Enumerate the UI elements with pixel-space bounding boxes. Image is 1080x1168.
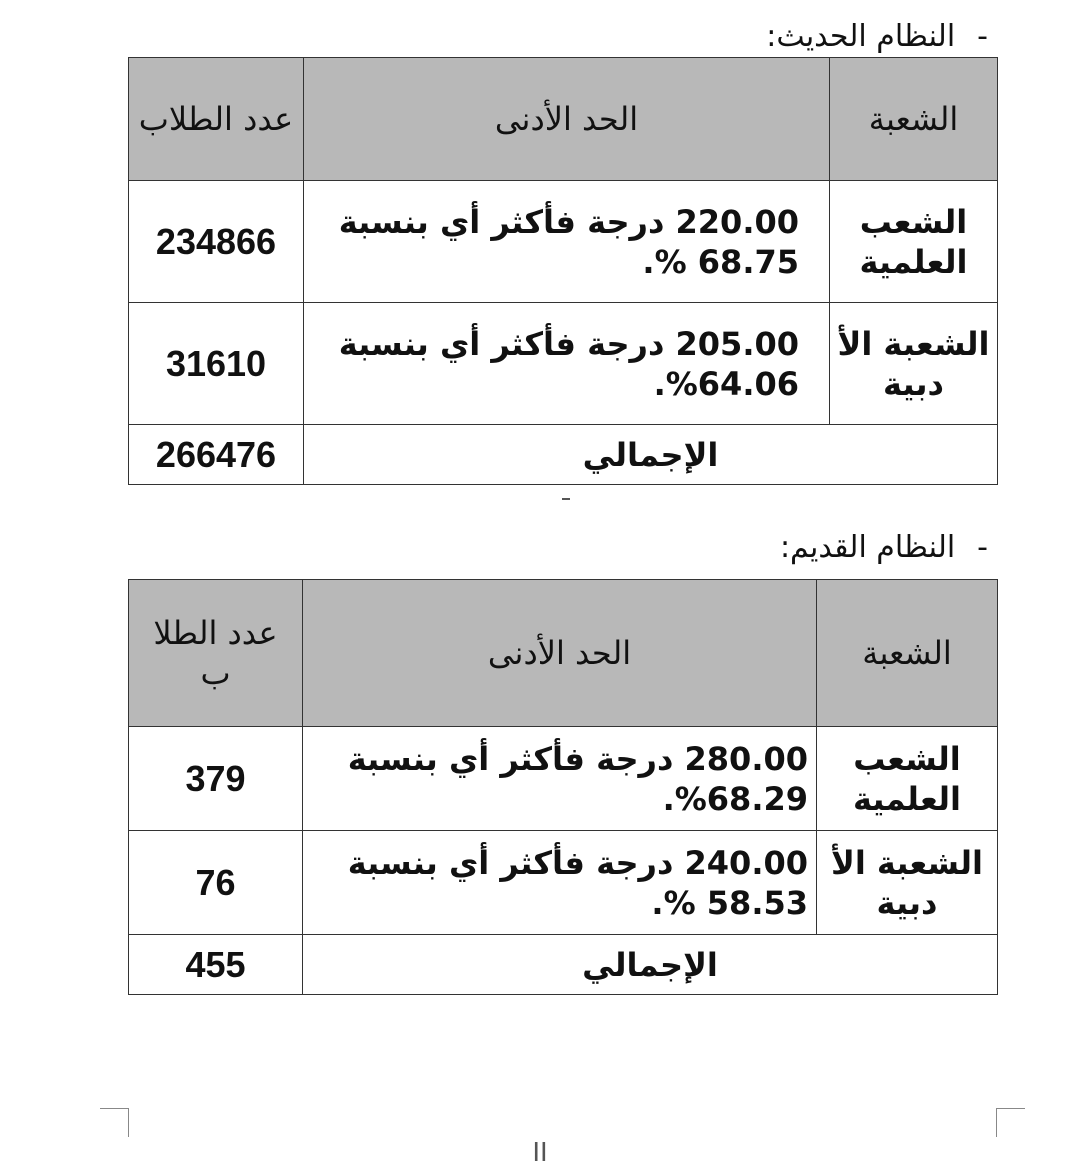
header-branch: الشعبة bbox=[830, 58, 998, 181]
minimum-line: 280.00 درجة فأكثر أي بنسبة bbox=[347, 739, 808, 778]
heading-bullet: - bbox=[977, 530, 988, 565]
branch-line: دبية bbox=[876, 883, 938, 922]
page-number: II bbox=[532, 1138, 548, 1168]
minimum-line: 68.75 %. bbox=[642, 242, 799, 281]
table-row bbox=[129, 303, 998, 425]
total-row bbox=[129, 935, 998, 995]
total-label: الإجمالي bbox=[303, 935, 998, 995]
minimum-line: %68.29. bbox=[662, 779, 808, 818]
table-row bbox=[129, 727, 998, 831]
page-corner-mark-right bbox=[996, 1108, 1025, 1137]
total-row bbox=[129, 425, 998, 485]
minimum-line: 205.00 درجة فأكثر أي بنسبة bbox=[338, 324, 799, 363]
branch-line: الشعبة الأ bbox=[837, 324, 990, 363]
heading-text: النظام الحديث: bbox=[766, 19, 956, 54]
header-minimum: الحد الأدنى bbox=[304, 58, 830, 181]
branch-line: العلمية bbox=[859, 242, 968, 281]
header-minimum: الحد الأدنى bbox=[303, 580, 817, 727]
header-students-line: ب bbox=[200, 654, 231, 692]
branch-cell bbox=[830, 181, 998, 303]
branch-line: الشعب bbox=[853, 739, 961, 778]
branch-cell bbox=[830, 303, 998, 425]
minimum-cell bbox=[304, 181, 830, 303]
minimum-line: %64.06. bbox=[653, 364, 799, 403]
students-cell: 234866 bbox=[129, 181, 304, 303]
modern-system-heading bbox=[766, 19, 988, 54]
table-row bbox=[129, 831, 998, 935]
separator-mark bbox=[562, 498, 570, 500]
total-value: 266476 bbox=[129, 425, 304, 485]
students-cell: 379 bbox=[129, 727, 303, 831]
minimum-cell bbox=[303, 831, 817, 935]
minimum-cell bbox=[304, 303, 830, 425]
students-cell: 76 bbox=[129, 831, 303, 935]
students-cell: 31610 bbox=[129, 303, 304, 425]
branch-cell bbox=[817, 831, 998, 935]
total-value: 455 bbox=[129, 935, 303, 995]
minimum-line: 240.00 درجة فأكثر أي بنسبة bbox=[347, 843, 808, 882]
modern-system-table bbox=[128, 57, 998, 485]
header-branch: الشعبة bbox=[817, 580, 998, 727]
table-header-row bbox=[129, 580, 998, 727]
minimum-line: 220.00 درجة فأكثر أي بنسبة bbox=[338, 202, 799, 241]
old-system-table bbox=[128, 579, 998, 995]
branch-line: الشعب bbox=[859, 202, 968, 241]
table-header-row bbox=[129, 58, 998, 181]
total-label: الإجمالي bbox=[304, 425, 998, 485]
branch-line: الشعبة الأ bbox=[830, 843, 983, 882]
minimum-line: 58.53 %. bbox=[651, 883, 808, 922]
header-students: عدد الطلاب bbox=[129, 58, 304, 181]
header-students bbox=[129, 580, 303, 727]
heading-bullet: - bbox=[977, 19, 988, 54]
heading-text: النظام القديم: bbox=[779, 530, 956, 565]
branch-line: دبية bbox=[883, 364, 944, 403]
old-system-heading bbox=[779, 530, 988, 565]
page-corner-mark-left bbox=[100, 1108, 129, 1137]
branch-cell bbox=[817, 727, 998, 831]
table-row bbox=[129, 181, 998, 303]
header-students-line: عدد الطلا bbox=[153, 614, 278, 652]
minimum-cell bbox=[303, 727, 817, 831]
branch-line: العلمية bbox=[852, 779, 962, 818]
